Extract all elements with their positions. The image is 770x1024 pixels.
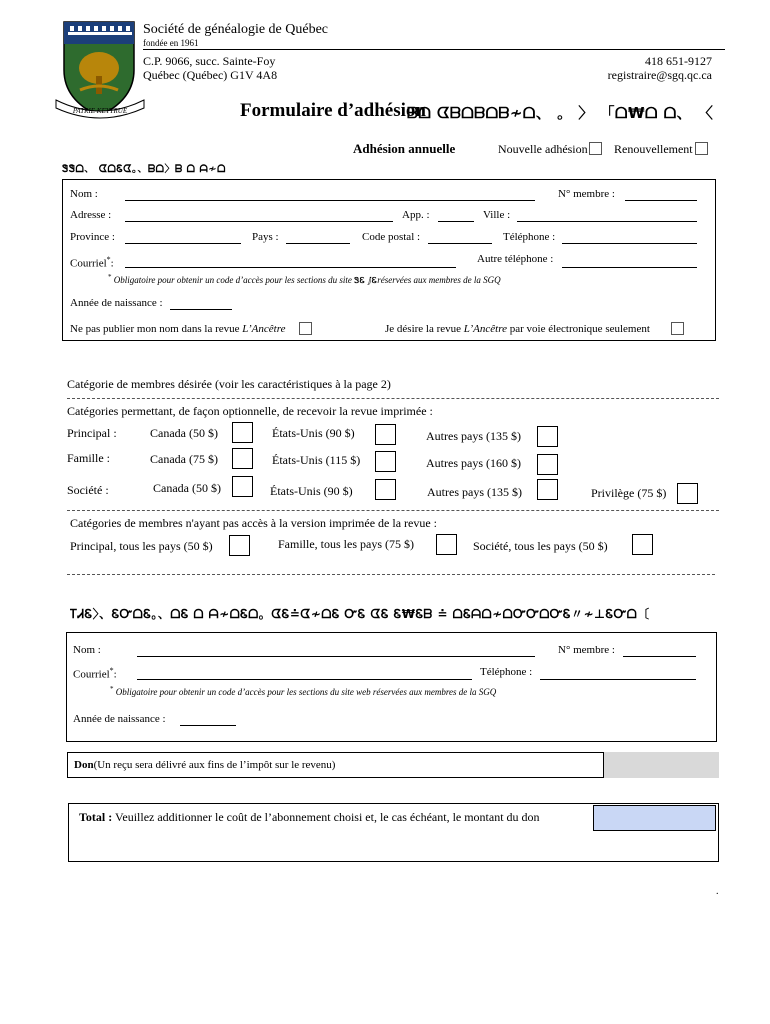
principal-other-label: Autres pays (135 $) [426, 429, 521, 443]
privilege-checkbox[interactable] [677, 483, 698, 504]
required-note-2: * Obligatoire pour obtenir un code d’accès pour les sections du site web réservées aux membres de la SGQ [110, 685, 497, 697]
new-membership-checkbox[interactable] [589, 142, 602, 155]
email-input-2[interactable] [137, 679, 472, 680]
country-label: Pays : [252, 231, 279, 243]
other-phone-label: Autre téléphone : [477, 253, 554, 265]
family-usa-label: États-Unis (115 $) [272, 453, 361, 467]
society-label: Société : [67, 483, 109, 497]
birth-year-input[interactable] [170, 309, 232, 310]
society-other-checkbox[interactable] [537, 479, 558, 500]
new-membership-label: Nouvelle adhésion [498, 142, 588, 156]
principal-other-checkbox[interactable] [537, 426, 558, 447]
noprint-principal-checkbox[interactable] [229, 535, 250, 556]
society-usa-checkbox[interactable] [375, 479, 396, 500]
phone-number: 418 651-9127 [645, 54, 712, 68]
family-usa-checkbox[interactable] [375, 451, 396, 472]
apartment-label: App. : [402, 209, 430, 221]
footer-dot: . [716, 886, 719, 897]
noprint-family-checkbox[interactable] [436, 534, 457, 555]
annual-heading: Adhésion annuelle [353, 141, 456, 156]
total-label: Total : Veuillez additionner le coût de l’abonnement choisi et, le cas échéant, le montant du don [79, 810, 540, 824]
category-heading: Catégorie de membres désirée (voir les caractéristiques à la page 2) [67, 377, 391, 391]
email-input[interactable] [125, 267, 456, 268]
city-input[interactable] [517, 221, 697, 222]
total-amount-field[interactable] [593, 805, 716, 831]
society-other-label: Autres pays (135 $) [427, 485, 522, 499]
family-canada-checkbox[interactable] [232, 448, 253, 469]
email-label: Courriel*: [70, 255, 114, 270]
member-info-box [62, 179, 716, 341]
electronic-only-checkbox[interactable] [671, 322, 684, 335]
form-title-garbled: ᗷᗝ ᗧᗷᗝᗷᗝᗷ≁ᗝ、 。 〉 「ᗝ₩ᗝ ᗝ、 〈 [407, 104, 714, 122]
country-input[interactable] [286, 243, 350, 244]
no-publish-checkbox[interactable] [299, 322, 312, 335]
name-label: Nom : [70, 188, 98, 200]
principal-usa-checkbox[interactable] [375, 424, 396, 445]
province-label: Province : [70, 231, 115, 243]
noprint-principal-label: Principal, tous les pays (50 $) [70, 539, 213, 553]
family-label: Famille : [67, 451, 110, 465]
birth-year-label: Année de naissance : [70, 297, 163, 309]
family-canada-label: Canada (75 $) [150, 452, 218, 466]
second-member-heading-garbled: ᎢᏗᏋ〉、ᏋᏅᗝᏋ。、ᗝᏋ ᗝ ᗩ≁ᗝᏋᗝ。ᗧᏋ≐ᗧ≁ᗝᏋ ᏅᏋ ᗧᏋ Ꮛ₩Ꮛᗷ ≐ ᗝᏋᗩᗝ≁ᗝᏅᏅᗝᏅᏋ〃≁⊥ᏋᏅᗝ〔 [70, 607, 650, 621]
address-line-2: Québec (Québec) G1V 4A8 [143, 68, 278, 82]
principal-label: Principal : [67, 426, 117, 440]
telephone-input[interactable] [562, 243, 697, 244]
name-label-2: Nom : [73, 644, 101, 656]
privilege-label: Privilège (75 $) [591, 486, 667, 500]
renewal-label: Renouvellement [614, 142, 693, 156]
principal-canada-checkbox[interactable] [232, 422, 253, 443]
category-divider-3 [67, 574, 715, 575]
noprint-family-label: Famille, tous les pays (75 $) [278, 537, 414, 551]
required-note: * Obligatoire pour obtenir un code d’accès pour les sections du site ᏕᏋ ⅉᏋréservées aux membres de la SGQ [108, 273, 501, 285]
telephone-input-2[interactable] [540, 679, 696, 680]
address-line-1: C.P. 9066, succ. Sainte-Foy [143, 54, 276, 68]
family-other-label: Autres pays (160 $) [426, 456, 521, 470]
category-divider-2 [67, 510, 719, 511]
address-label: Adresse : [70, 209, 112, 221]
form-title: Formulaire d’adhésion [240, 100, 426, 121]
address-input[interactable] [125, 221, 393, 222]
printed-categories-heading: Catégories permettant, de façon optionnelle, de recevoir la revue imprimée : [67, 404, 433, 418]
donation-amount-field[interactable] [603, 752, 719, 778]
member-number-label-2: N° membre : [558, 644, 615, 656]
email-address: registraire@sgq.qc.ca [607, 68, 712, 82]
email-label-2: Courriel*: [73, 666, 117, 681]
noprint-heading: Catégories de membres n'ayant pas accès à la version imprimée de la revue : [70, 516, 438, 530]
category-divider-1 [67, 398, 719, 399]
electronic-only-label: Je désire la revue L’Ancêtre par voie électronique seulement [385, 323, 650, 335]
birth-year-input-2[interactable] [180, 725, 236, 726]
donation-label: Don(Un reçu sera délivré aux fins de l’impôt sur le revenu) [74, 759, 336, 771]
other-phone-input[interactable] [562, 267, 697, 268]
noprint-society-checkbox[interactable] [632, 534, 653, 555]
society-canada-checkbox[interactable] [232, 476, 253, 497]
telephone-label-2: Téléphone : [480, 666, 533, 678]
annual-garbled-text: ᏕᏕᗝ、 ᗧᗝᏋᗧ。、ᗷᗝ〉ᗷ ᗝ ᗩ≁ᗝ [62, 164, 226, 175]
motto-ribbon [52, 92, 148, 122]
header-rule [143, 49, 725, 50]
member-number-label: N° membre : [558, 188, 615, 200]
renewal-checkbox[interactable] [695, 142, 708, 155]
family-other-checkbox[interactable] [537, 454, 558, 475]
no-publish-label: Ne pas publier mon nom dans la revue L’Ancêtre [70, 323, 286, 335]
noprint-society-label: Société, tous les pays (50 $) [473, 539, 608, 553]
org-name: Société de généalogie de Québec [143, 22, 329, 37]
apartment-input[interactable] [438, 221, 474, 222]
member-number-input[interactable] [625, 200, 697, 201]
name-input-2[interactable] [137, 656, 535, 657]
founded-text: fondée en 1961 [143, 38, 199, 48]
city-label: Ville : [483, 209, 511, 221]
name-input[interactable] [125, 200, 535, 201]
principal-canada-label: Canada (50 $) [150, 426, 218, 440]
principal-usa-label: États-Unis (90 $) [272, 426, 355, 440]
telephone-label: Téléphone : [503, 231, 556, 243]
member-number-input-2[interactable] [623, 656, 696, 657]
society-usa-label: États-Unis (90 $) [270, 484, 353, 498]
postal-code-input[interactable] [428, 243, 492, 244]
postal-code-label: Code postal : [362, 231, 421, 243]
province-input[interactable] [125, 243, 241, 244]
birth-year-label-2: Année de naissance : [73, 713, 166, 725]
motto-text: PATRIE KEYTRUE [72, 107, 128, 115]
society-canada-label: Canada (50 $) [153, 481, 221, 495]
